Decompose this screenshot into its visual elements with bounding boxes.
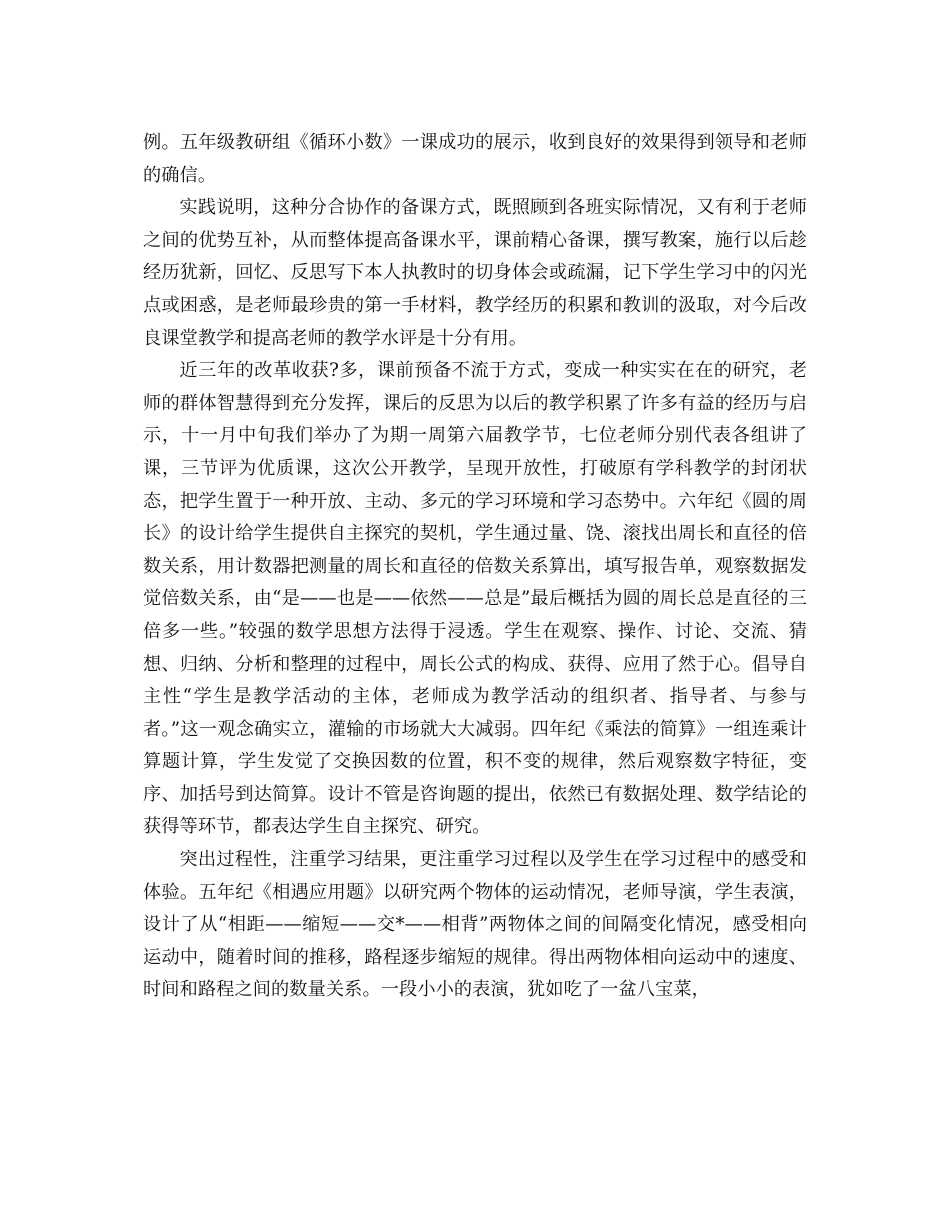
paragraph-4: 突出过程性，注重学习结果，更注重学习过程以及学生在学习过程中的感受和体验。五年纪《相遇应用题》以研究两个物体的运动情况，老师导演，学生表演，设计了从“相距——缩短——交*——相背”两物体之间的间隔变化情况，感受相向运动中，随着时间的推移，路程逐步缩短的规律。得出两物体相向运动中的速度、时间和路程之间的数量关系。一段小小的表演，犹如吃了一盆八宝菜，	[143, 849, 807, 1001]
paragraph-3: 近三年的改革收获?多，课前预备不流于方式，变成一种实实在在的研究，老师的群体智慧得到充分发挥，课后的反思为以后的教学积累了许多有益的经历与启示，十一月中旬我们举办了为期一周第六届教学节，七位老师分别代表各组讲了课，三节评为优质课，这次公开教学，呈现开放性，打破原有学科教学的封闭状态，把学生置于一种开放、主动、多元的学习环境和学习态势中。六年纪《圆的周长》的设计给学生提供自主探究的契机，学生通过量、饶、滚找出周长和直径的倍数关系，用计数器把测量的周长和直径的倍数关系算出，填写报告单，观察数据发觉倍数关系，由“是——也是——依然——总是”最后概括为圆的周长总是直径的三倍多一些。”较强的数学思想方法得于浸透。学生在观察、操作、讨论、交流、猜想、归纳、分析和整理的过程中，周长公式的构成、获得、应用了然于心。倡导自主性“学生是教学活动的主体，老师成为教学活动的组织者、指导者、与参与者。”这一观念确实立，灌输的市场就大大减弱。四年纪《乘法的简算》一组连乘计算题计算，学生发觉了交换因数的位置，积不变的规律，然后观察数字特征，变序、加括号到达简算。设计不管是咨询题的提出，依然已有数据处理、数学结论的获得等环节，都表达学生自主探究、研究。	[143, 360, 807, 838]
paragraph-2: 实践说明，这种分合协作的备课方式，既照顾到各班实际情况，又有利于老师之间的优势互补，从而整体提高备课水平，课前精心备课，撰写教案，施行以后趁经历犹新，回忆、反思写下本人执教时的切身体会或疏漏，记下学生学习中的闪光点或困惑，是老师最珍贵的第一手材料，教学经历的积累和教训的汲取，对今后改良课堂教学和提高老师的教学水评是十分有用。	[143, 197, 807, 349]
paragraph-1: 例。五年级教研组《循环小数》一课成功的展示，收到良好的效果得到领导和老师的确信。	[143, 132, 807, 186]
document-body	[143, 127, 807, 1007]
